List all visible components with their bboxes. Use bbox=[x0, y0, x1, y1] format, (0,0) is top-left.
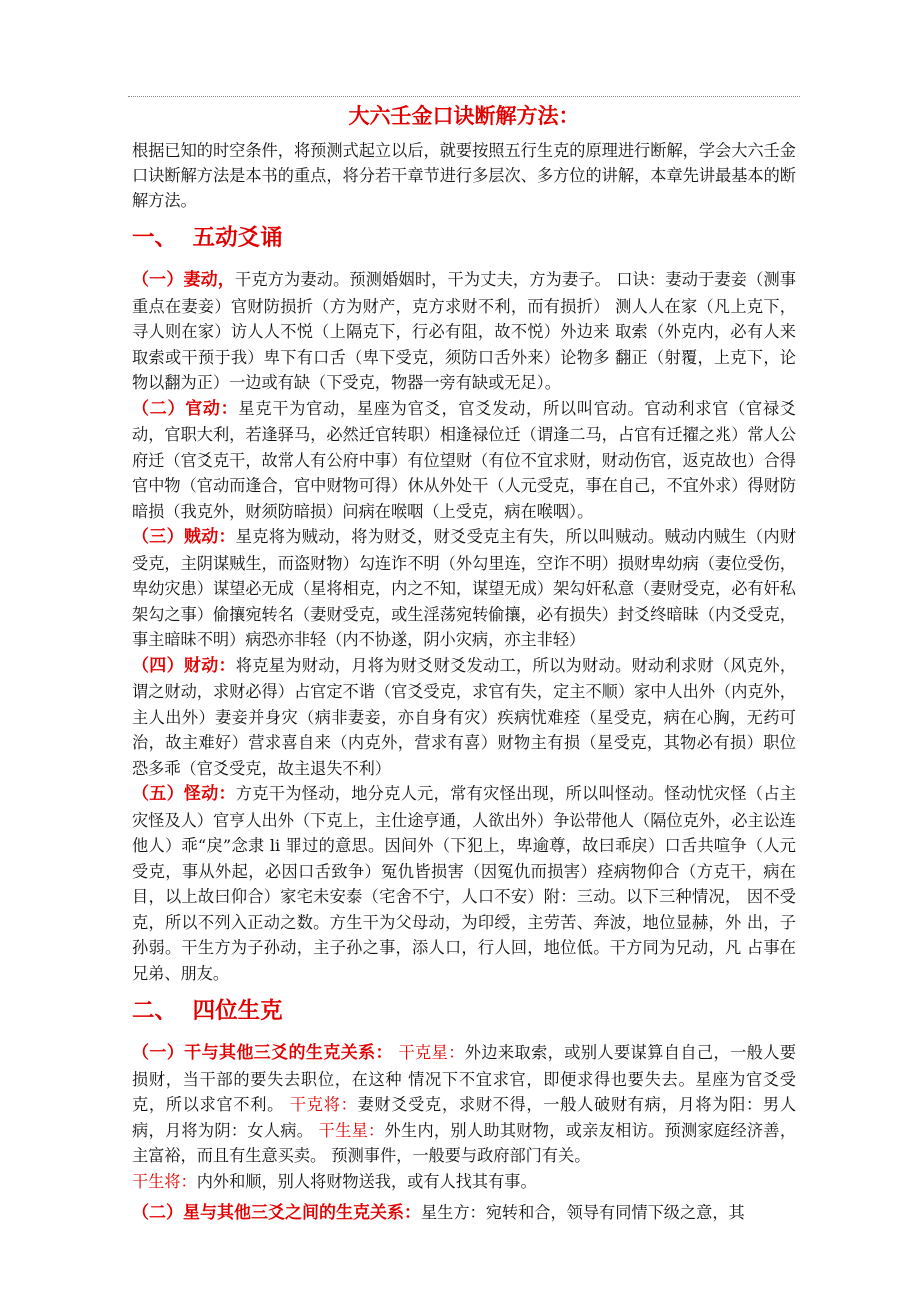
para-text: 将克星为财动，月将为财爻财爻发动工，所以为财动。财动利求财（风克外， 谓之财动，求财必得）占官定不谐（官爻受克，求官有失，定主不顺）家中人出外（内克外， 主人出外）妻妾并身灾（病非妻妾，亦自身有灾）疾病忧难痊（星受克，病在心胸，无药可 治，故主难好）营求喜自来（内克外，营求有喜）财物主有损（星受克，其物必有损）职位 恐多乖（官爻受克，故主退失不利） bbox=[132, 655, 797, 778]
top-rule bbox=[128, 96, 800, 97]
para-star-relations bbox=[132, 1200, 796, 1227]
para-stem-relations bbox=[132, 1040, 796, 1169]
section-heading-1: 一、 五动爻诵 bbox=[132, 225, 283, 251]
sub-text: 外生内，别人助其财物，或亲友相访。预测家庭经济善，主富裕，而且有生意买卖。 预测事件，一般要与政府部门有关。 bbox=[132, 1120, 797, 1165]
para-label: （五）怪动： bbox=[132, 784, 236, 804]
sub-label: 干克星： bbox=[398, 1043, 465, 1062]
sub-text: 外边来取索，或别人要谋算自自己，一般人要损财，当干部的要失去职位，在这种 情况下不宜求官，即便求得也要失去。星座为官爻受克，所以求官不利。 bbox=[132, 1043, 797, 1114]
para-wealth-motion bbox=[132, 653, 796, 782]
para-text: 方克干为怪动，地分克人元，常有灾怪出现，所以叫怪动。怪动忧灾怪（占主灾怪及人）官亨人出外（下克上，主仕途亨通，人欲出外）争讼带他人（隔位克外，必主讼连他人）乖“戾”念隶 li 罪过的意思。因间外（下犯上，卑逾尊，故曰乖戾）口舌共喧争（人元受克，事从外起，必因口舌致争）冤仇皆损害（因冤仇而损害）痊病物仰合（方克干，病在目，以上故曰仰合）家宅未安泰（宅舍不宁，人口不安）附：三动。以下三种情况， 因不受克，所以不列入正动之数。方生干为父母动，为印绶，主劳苦、奔波，地位显赫，外 出，子孙弱。干生方为子孙动，主子孙之事，添人口，行人回，地位低。干方同为兄动，凡 占事在兄弟、朋友。 bbox=[132, 784, 797, 983]
para-stem-general bbox=[132, 1169, 796, 1195]
para-text: 干克方为妻动。预测婚姻时，干为丈夫，方为妻子。 口诀：妻动于妻妾（测事重点在妻妾）官财防损折（方为财产，克方求财不利，而有损折） 测人人在家（凡上克下，寻人则在家）访人人不悦（上隔克下，行必有阻，故不悦）外边来 取索（外克内，必有人来取索或干预于我）卑下有口舌（卑下受克，须防口舌外来）论物多 翻正（射覆，上克下，论物以翻为正）一边或有缺（下受克，物器一旁有缺或无足）。 bbox=[132, 270, 797, 392]
sub-text: 内外和顺，别人将财物送我，或有人找其有事。 bbox=[196, 1171, 537, 1191]
intro-paragraph: 根据已知的时空条件，将预测式起立以后，就要按照五行生克的原理进行断解，学会大六壬金口诀断解方法是本书的重点，将分若干章节进行多层次、多方位的讲解，本章先讲最基本的断解方法。 bbox=[132, 141, 796, 210]
sub-label: 干生将： bbox=[132, 1171, 197, 1191]
sub-text: 妻财爻受克，求财不得，一般人破财有病，月将为阳：男人病，月将为阴：女人病。 bbox=[132, 1095, 797, 1140]
sub-label: 干生星： bbox=[318, 1120, 385, 1140]
para-label: （三）贼动： bbox=[132, 527, 236, 547]
doc-title: 大六壬金口诀断解方法： bbox=[348, 103, 580, 128]
para-official-motion bbox=[132, 396, 796, 525]
para-text: 星克干为官动，星座为官爻，官爻发动，所以叫官动。官动利求官（官禄爻动，官职大利，若逢驿马，必然迁官转职）相逢禄位迁（谓逢二马，占官有迁擢之兆）常人公府迁（官爻克干，故常人有公府中事）有位望财（有位不宜求财，财动伤官，返克故也）合得官中物（官动而逢合，官中财物可得）休从外处干（人元受克，事在自己，不宜外求）得财防暗损（我克外，财须防暗损）问病在喉咽（上受克，病在喉咽）。 bbox=[132, 398, 797, 521]
para-label: （二）官动： bbox=[132, 398, 239, 419]
section-heading-2: 二、 四位生克 bbox=[132, 998, 283, 1024]
para-thief-motion bbox=[132, 524, 796, 653]
para-text: 星生方：宛转和合，领导有同情下级之意，其 bbox=[421, 1203, 745, 1222]
para-label: （一）妻动， bbox=[132, 270, 235, 290]
para-label: （二）星与其他三爻之间的生克关系： bbox=[132, 1203, 421, 1223]
para-label: （一）干与其他三爻的生克关系： bbox=[132, 1043, 393, 1063]
para-wife-motion bbox=[132, 267, 796, 396]
para-text: 星克将为贼动，将为财爻，财爻受克主有失，所以叫贼动。贼动内贼生（内财受克，主阴谋贼生，而盗财物）勾连诈不明（外勾里连，空诈不明）损财卑幼病（妻位受伤，卑幼灾患）谋望必无成（星将相克，内之不知，谋望无成）架勾奸私意（妻财受克，必有奸私架勾之事）偷攘宛转名（妻财受克，或生淫荡宛转偷攘，必有损失）封爻终暗昧（内爻受克，事主暗昧不明）病恐亦非轻（内不协遂，阴小灾病，亦主非轻） bbox=[132, 527, 797, 649]
sub-label: 干克将： bbox=[289, 1095, 358, 1114]
para-label: （四）财动： bbox=[132, 655, 236, 676]
para-strange-motion bbox=[132, 781, 796, 986]
document-page bbox=[132, 100, 796, 1227]
